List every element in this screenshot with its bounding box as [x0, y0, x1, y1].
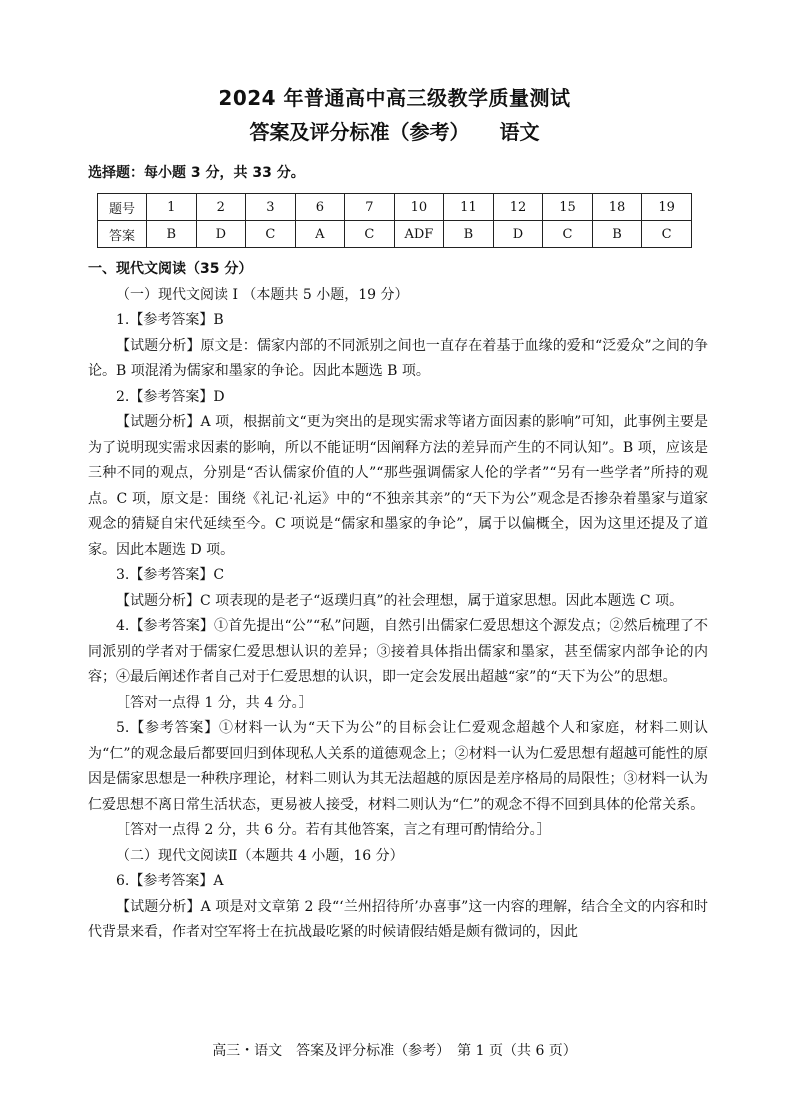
question-number: 19: [642, 194, 692, 221]
question-number-row: [98, 194, 692, 221]
question-number: 6: [295, 194, 345, 221]
answer-line: 3.【参考答案】C: [116, 567, 225, 583]
analysis-paragraph: 【试题分析】C 项表现的是老子“返璞归真”的社会理想，属于道家思想。因此本题选 C 项。: [116, 592, 684, 609]
question-number: 12: [493, 194, 543, 221]
subsection-heading: （一）现代文阅读 I （本题共 5 小题，19 分）: [116, 286, 409, 303]
page-footer: 高三・语文 答案及评分标准（参考） 第 1 页（共 6 页）: [212, 1043, 577, 1059]
answer-cell: D: [493, 221, 543, 248]
question-number: 15: [543, 194, 593, 221]
section-heading: 一、现代文阅读（35 分）: [88, 261, 253, 277]
answer-line: 2.【参考答案】D: [116, 388, 225, 405]
analysis-paragraph: 【试题分析】A 项是对文章第 2 段“‘兰州招待所’办喜事”这一内容的理解，结合全文的内容和时代背景来看，作者对空军将士在抗战最吃紧的时候请假结婚是颇有微词的，因此: [88, 898, 708, 940]
answer-cell: B: [444, 221, 494, 248]
page-title: 2024 年普通高中高三级教学质量测试: [218, 86, 571, 110]
analysis-paragraph: 【试题分析】原文是：儒家内部的不同派别之间也一直存在着基于血缘的爱和“泛爱众”之间的争论。B 项混淆为儒家和墨家的争论。因此本题选 B 项。: [88, 337, 708, 379]
answer-paragraph: 5.【参考答案】①材料一认为“天下为公”的目标会让仁爱观念超越个人和家庭，材料二则认为“仁”的观念最后都要回归到体现私人关系的道德观念上；②材料一认为仁爱思想有超越可能性的原因是儒家思想是一种秩序理论，材料二则认为其无法超越的原因是差序格局的局限性；③材料一认为仁爱思想不离日常生活状态，更易被人接受，材料二则认为“仁”的观念不得不回到具体的伦常关系。: [88, 720, 708, 813]
answer-line: 1.【参考答案】B: [116, 312, 224, 328]
answer-cell: D: [196, 221, 246, 248]
question-number: 2: [196, 194, 246, 221]
question-number: 7: [345, 194, 395, 221]
answer-cell: ADF: [394, 221, 444, 248]
row-label-number: 题号: [98, 194, 147, 221]
subject-label: 语文: [499, 120, 540, 144]
question-number: 11: [444, 194, 494, 221]
answer-row: [98, 221, 692, 248]
question-number: 18: [592, 194, 642, 221]
analysis-paragraph: 【试题分析】A 项，根据前文“更为突出的是现实需求等诸方面因素的影响”可知，此事例主要是为了说明现实需求因素的影响，所以不能证明“因阐释方法的差异而产生的不同认知”。B 项，应该是三种不同的观点，分别是“否认儒家价值的人”“那些强调儒家人伦的学者”“另有一些学者”所持的观点。C 项，原文是：围绕《礼记·礼运》中的“不独亲其亲”的“天下为公”观念是否掺杂着墨家与道家观念的猜疑自宋代延续至今。C 项说是“儒家和墨家的争论”，属于以偏概全，因为这里还提及了道家。因此本题选 D 项。: [88, 414, 708, 558]
choice-heading: 选择题：每小题 3 分，共 33 分。: [88, 165, 305, 181]
row-label-answer: 答案: [98, 221, 147, 248]
scoring-note: ［答对一点得 1 分，共 4 分。］: [116, 694, 313, 711]
answer-cell: B: [147, 221, 197, 248]
answer-cell: B: [592, 221, 642, 248]
answer-body: [88, 257, 708, 946]
scoring-note: ［答对一点得 2 分，共 6 分。若有其他答案，言之有理可酌情给分。］: [116, 822, 551, 838]
subsection-heading: （二）现代文阅读Ⅱ（本题共 4 小题，16 分）: [116, 847, 404, 864]
answer-cell: A: [295, 221, 345, 248]
answer-cell: C: [246, 221, 296, 248]
answer-cell: C: [345, 221, 395, 248]
question-number: 10: [394, 194, 444, 221]
question-number: 3: [246, 194, 296, 221]
subtitle-text: 答案及评分标准（参考）: [249, 120, 470, 144]
answer-cell: C: [543, 221, 593, 248]
page-subtitle: [0, 116, 789, 145]
answer-table: [97, 193, 692, 248]
question-number: 1: [147, 194, 197, 221]
answer-paragraph: 4.【参考答案】①首先提出“公”“私”问题，自然引出儒家仁爱思想这个源发点；②然后梳理了不同派别的学者对于儒家仁爱思想认识的差异；③接着具体指出儒家和墨家，甚至儒家内部争论的内容；④最后阐述作者自己对于仁爱思想的认识，即一定会发展出超越“家”的“天下为公”的思想。: [88, 618, 708, 685]
answer-cell: C: [642, 221, 692, 248]
answer-line: 6.【参考答案】A: [116, 873, 224, 889]
